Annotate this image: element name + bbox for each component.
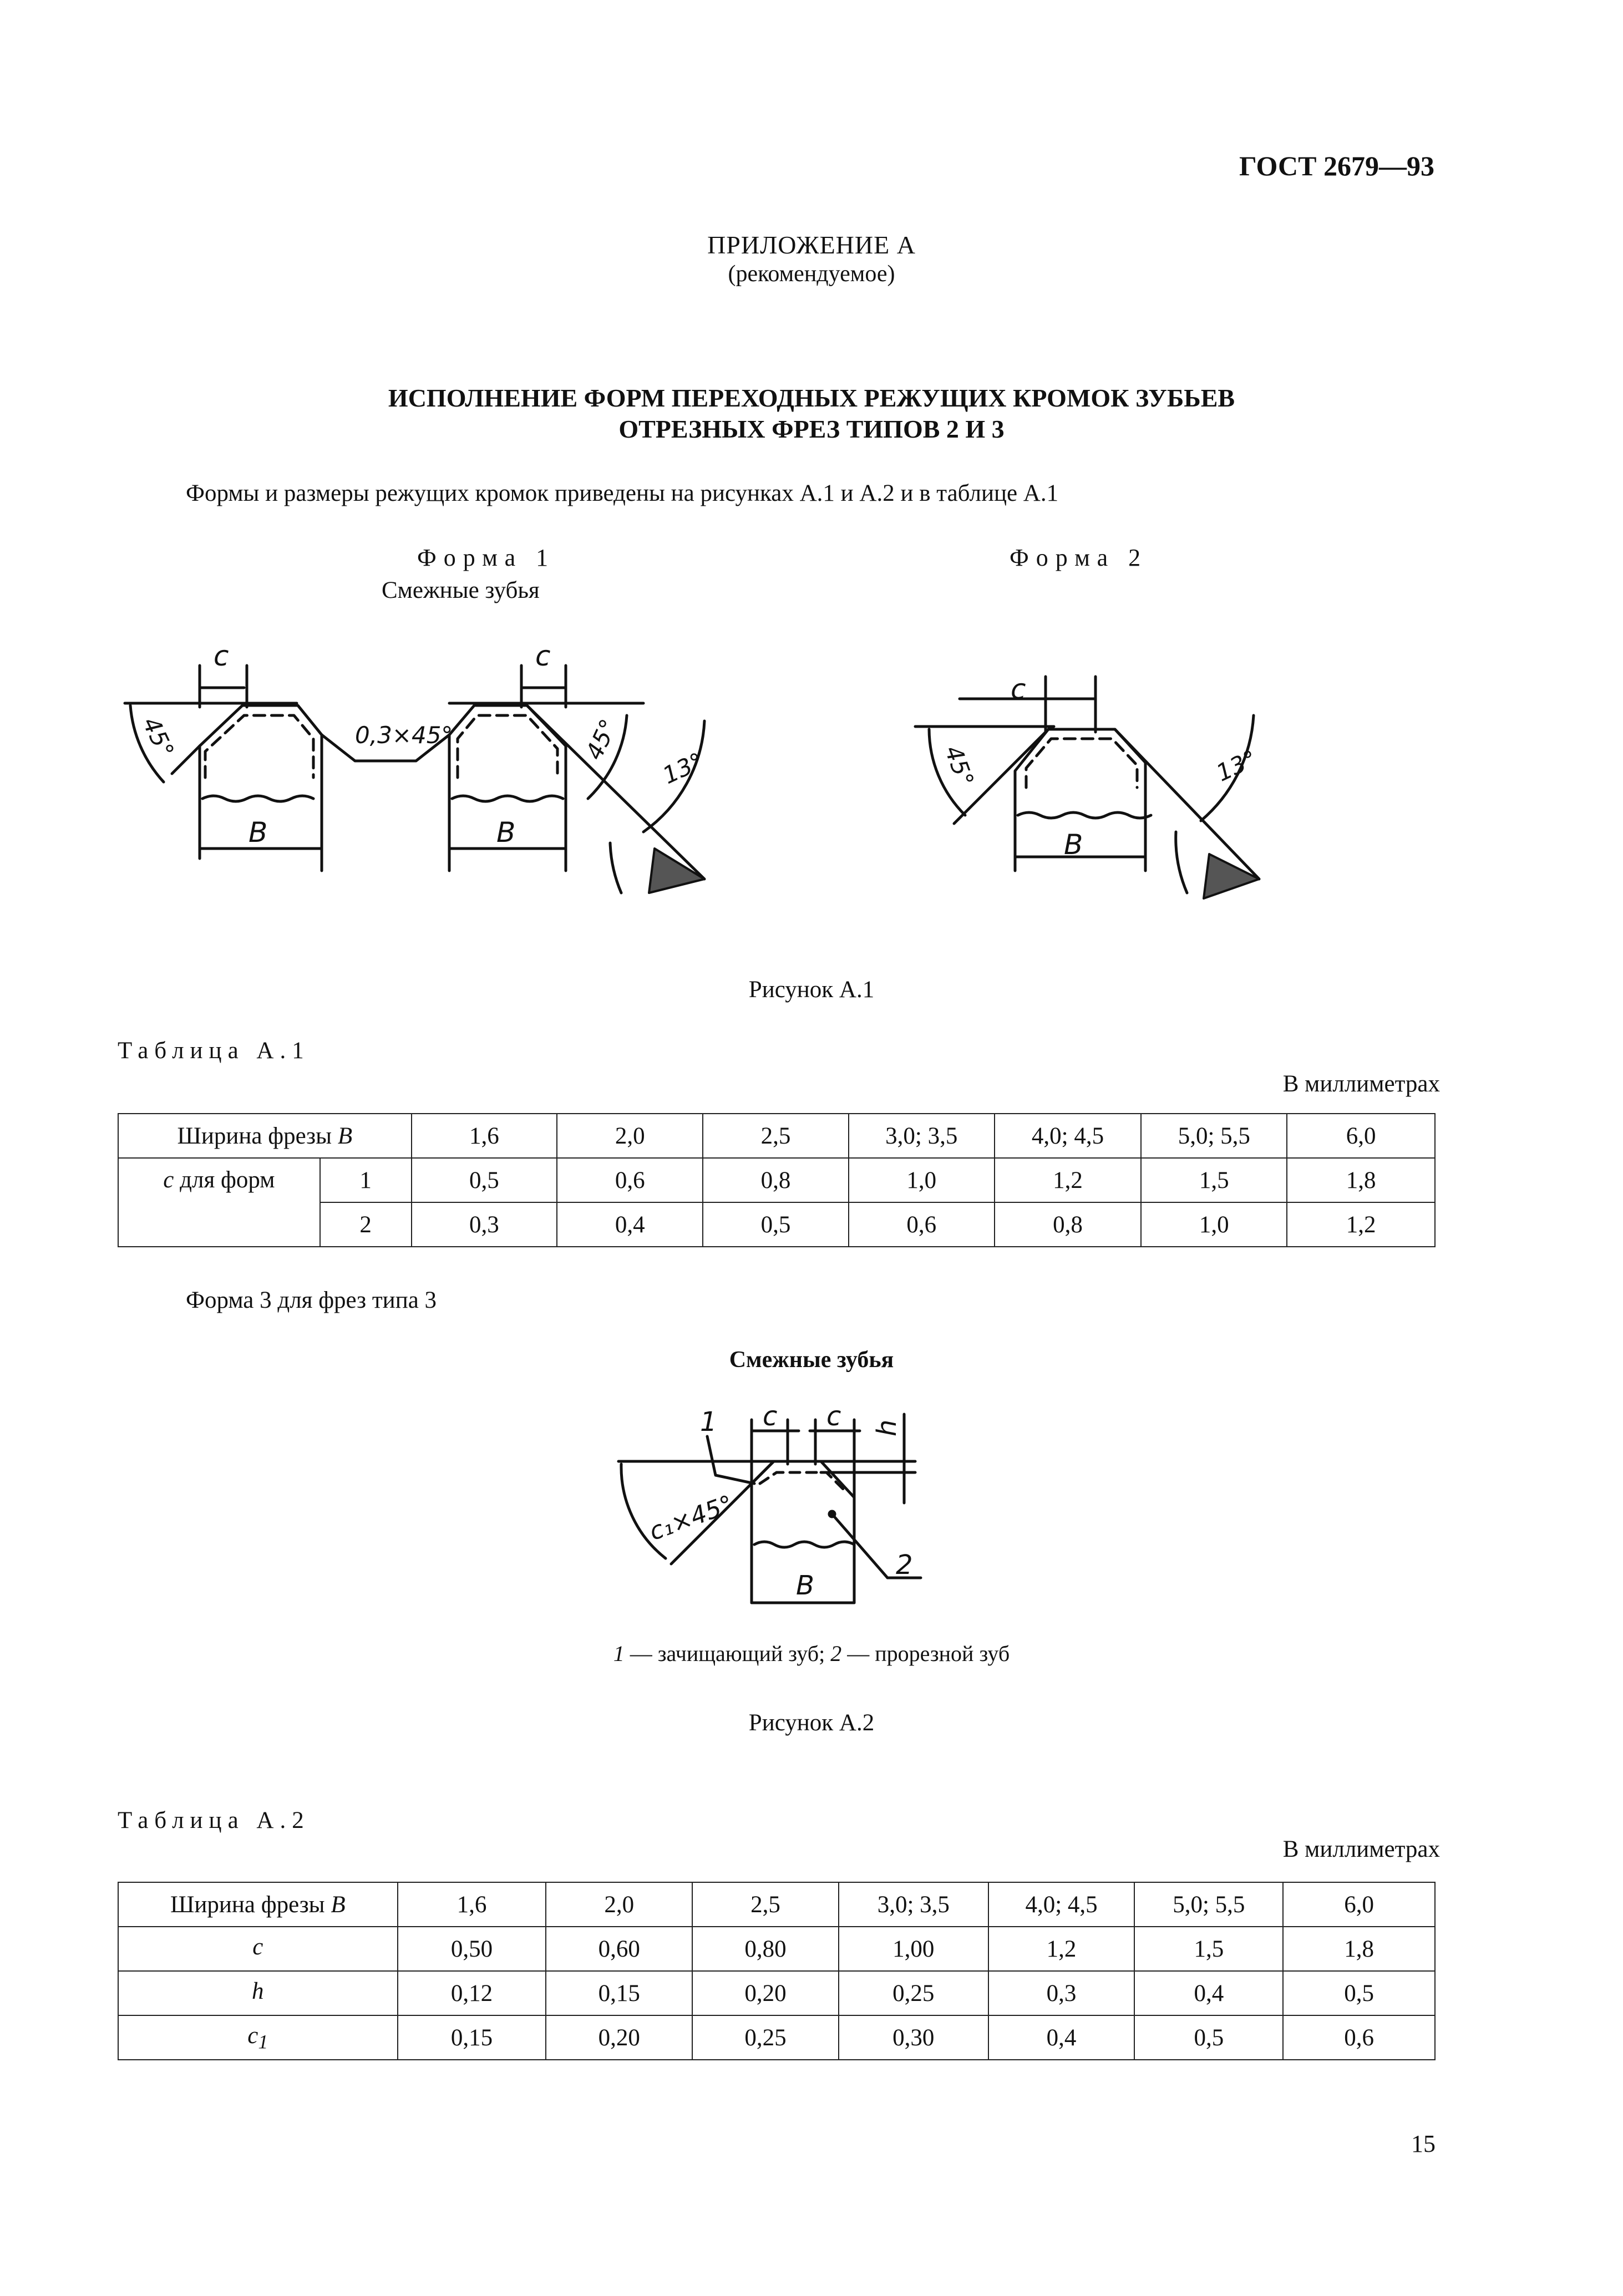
- table-a1: [118, 1113, 1436, 1247]
- table-a2-width: 4,0; 4,5: [988, 1882, 1135, 1927]
- figure-a2-legend: [0, 1640, 1623, 1667]
- table-a1-header-label: [118, 1114, 412, 1158]
- form1-angle-left: 45°: [137, 713, 180, 762]
- table-a1-cell: 0,4: [557, 1202, 703, 1247]
- table-a2-header-text: Ширина фрезы: [170, 1891, 325, 1918]
- standard-number: ГОСТ 2679—93: [1239, 150, 1434, 181]
- table-a2-row: [118, 1971, 1435, 2015]
- legend-2-text: — прорезной зуб: [841, 1641, 1010, 1666]
- table-a1-cell: 0,8: [995, 1202, 1142, 1247]
- form1-angle-right: 45°: [580, 715, 623, 764]
- table-a2-cell: 0,25: [692, 2015, 839, 2060]
- table-a1-width: 2,5: [703, 1114, 849, 1158]
- table-a1-cell: 0,6: [557, 1158, 703, 1202]
- table-a1-width: 5,0; 5,5: [1141, 1114, 1287, 1158]
- table-a2: [118, 1882, 1436, 2060]
- table-a1-width: 2,0: [557, 1114, 703, 1158]
- table-a2-row-sub: 1: [258, 2030, 268, 2053]
- table-a2-cell: 0,20: [692, 1971, 839, 2015]
- form3-text: Форма 3 для фрез типа 3: [186, 1287, 437, 1313]
- table-a2-cell: 0,6: [1283, 2015, 1435, 2060]
- table-a2-cell: 0,50: [398, 1927, 546, 1971]
- figure-a1-caption: Рисунок А.1: [748, 977, 875, 1003]
- table-a1-width: 6,0: [1287, 1114, 1435, 1158]
- table-a1-cell: 1,8: [1287, 1158, 1435, 1202]
- table-a2-cell: 0,80: [692, 1927, 839, 1971]
- table-a2-row: [118, 1927, 1435, 1971]
- table-a2-cell: 0,4: [988, 2015, 1135, 2060]
- form2-b-label: B: [1064, 829, 1083, 861]
- table-a2-label: Таблица А.2: [118, 1807, 310, 1833]
- appendix-subtitle: (рекомендуемое): [728, 261, 895, 287]
- figure-a2-drawing: [0, 1392, 1623, 1625]
- table-a2-width: 6,0: [1283, 1882, 1435, 1927]
- section-title-line1: ИСПОЛНЕНИЕ ФОРМ ПЕРЕХОДНЫХ РЕЖУЩИХ КРОМОК ЗУБЬЕВ: [388, 384, 1235, 412]
- table-a2-width: 3,0; 3,5: [839, 1882, 988, 1927]
- table-a2-cell: 0,20: [546, 2015, 692, 2060]
- table-a2-cell: 0,15: [398, 2015, 546, 2060]
- fig2-h-label: h: [871, 1419, 902, 1436]
- table-a2-width: 2,5: [692, 1882, 839, 1927]
- table-a2-cell: 1,2: [988, 1927, 1135, 1971]
- table-a2-cell: 1,8: [1283, 1927, 1435, 1971]
- table-a2-width: 2,0: [546, 1882, 692, 1927]
- table-a2-cell: 0,3: [988, 1971, 1135, 2015]
- table-a1-cell: 0,6: [849, 1202, 995, 1247]
- table-a2-cell: 0,15: [546, 1971, 692, 2015]
- table-a1-width: 3,0; 3,5: [849, 1114, 995, 1158]
- figure-a1-drawing: [0, 632, 1623, 976]
- table-a1-label: Таблица А.1: [118, 1038, 310, 1064]
- table-a1-unit: В миллиметрах: [1282, 1071, 1440, 1097]
- table-a2-cell: 0,12: [398, 1971, 546, 2015]
- form1-subtitle: Смежные зубья: [382, 577, 540, 603]
- table-a1-form-number: 1: [320, 1158, 412, 1202]
- table-a1-row-label: [118, 1158, 320, 1247]
- table-a1-header-text: Ширина фрезы: [177, 1122, 332, 1149]
- form1-label: Форма 1: [417, 544, 556, 571]
- table-a1-width: 1,6: [412, 1114, 557, 1158]
- appendix-title: ПРИЛОЖЕНИЕ А: [707, 231, 916, 259]
- table-a1-cell: 1,0: [849, 1158, 995, 1202]
- table-a2-header-row: [118, 1882, 1435, 1927]
- table-a2-cell: 0,25: [839, 1971, 988, 2015]
- form1-tooth-left: [125, 666, 322, 871]
- table-a1-header-row: [118, 1114, 1435, 1158]
- table-a2-row-name: [118, 2015, 398, 2060]
- legend-1-number: 1: [613, 1641, 625, 1666]
- fig2-c1-label: c₁×45°: [645, 1490, 737, 1547]
- table-a1-cell: 0,5: [412, 1158, 557, 1202]
- table-a1-cell: 0,8: [703, 1158, 849, 1202]
- table-a2-cell: 1,5: [1134, 1927, 1283, 1971]
- legend-1-text: — зачищающий зуб;: [624, 1641, 831, 1666]
- table-a1-cell: 0,5: [703, 1202, 849, 1247]
- form1-b-label-1: B: [248, 816, 268, 849]
- table-a1-cell: 1,2: [995, 1158, 1142, 1202]
- section-title-line2: ОТРЕЗНЫХ ФРЕЗ ТИПОВ 2 И 3: [618, 415, 1005, 443]
- fig2-c-label-left: c: [763, 1401, 778, 1432]
- page-number: 15: [1411, 2130, 1436, 2157]
- form1-b-label-2: B: [496, 816, 516, 849]
- table-a1-header-var: B: [337, 1122, 353, 1149]
- table-a1-row: [118, 1158, 1435, 1202]
- legend-2-number: 2: [830, 1641, 842, 1666]
- table-a1-cell: 1,0: [1141, 1202, 1287, 1247]
- fig2-b-label: B: [796, 1570, 814, 1601]
- form1-c-label-1: c: [214, 640, 229, 672]
- section-title: [0, 383, 1623, 445]
- table-a2-cell: 0,5: [1283, 1971, 1435, 2015]
- form2-angle-13: 13°: [1212, 744, 1261, 787]
- table-a2-cell: 0,5: [1134, 2015, 1283, 2060]
- figure-a2-caption: Рисунок А.2: [748, 1710, 875, 1736]
- table-a2-cell: 0,30: [839, 2015, 988, 2060]
- table-a2-cell: 0,4: [1134, 1971, 1283, 2015]
- table-a1-width: 4,0; 4,5: [995, 1114, 1142, 1158]
- form2-tooth: [915, 677, 1259, 898]
- form2-c-label: c: [1011, 673, 1026, 705]
- form1-angle-13: 13°: [658, 747, 708, 790]
- table-a2-row-symbol: c: [247, 2022, 258, 2049]
- table-a2-cell: 1,00: [839, 1927, 988, 1971]
- form3-subtitle: Смежные зубья: [729, 1347, 894, 1373]
- form2-label: Форма 2: [1010, 544, 1148, 571]
- table-a1-row-text: для форм: [174, 1167, 275, 1193]
- form1-c-label-2: c: [535, 640, 551, 672]
- table-a2-row-name: [118, 1927, 398, 1971]
- form2-angle-45: 45°: [939, 741, 980, 790]
- table-a2-row-symbol: c: [252, 1933, 263, 1960]
- table-a2-width: 5,0; 5,5: [1134, 1882, 1283, 1927]
- table-a2-unit: В миллиметрах: [1282, 1836, 1440, 1862]
- table-a1-row-var: c: [163, 1167, 174, 1193]
- table-a1-form-number: 2: [320, 1202, 412, 1247]
- table-a2-width: 1,6: [398, 1882, 546, 1927]
- table-a2-row: [118, 2015, 1435, 2060]
- table-a2-header-label: [118, 1882, 398, 1927]
- table-a1-cell: 1,5: [1141, 1158, 1287, 1202]
- fig2-callout-1: 1: [700, 1406, 717, 1437]
- table-a2-header-var: B: [331, 1891, 346, 1918]
- table-a2-cell: 0,60: [546, 1927, 692, 1971]
- table-a2-row-symbol: h: [252, 1978, 264, 2004]
- form1-chamfer-label: 0,3×45°: [355, 722, 453, 749]
- fig2-c-label-right: c: [826, 1401, 841, 1432]
- table-a2-row-name: [118, 1971, 398, 2015]
- intro-text: Формы и размеры режущих кромок приведены на рисунках А.1 и А.2 и в таблице А.1: [186, 480, 1059, 506]
- fig2-callout-2: 2: [896, 1550, 913, 1581]
- table-a1-cell: 1,2: [1287, 1202, 1435, 1247]
- table-a1-cell: 0,3: [412, 1202, 557, 1247]
